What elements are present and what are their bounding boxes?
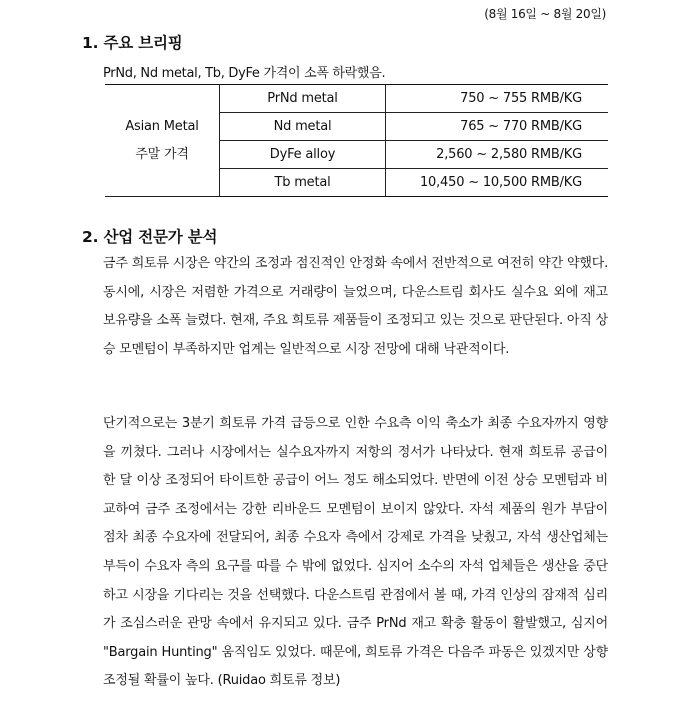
product-price: 10,450 ~ 10,500 RMB/KG	[386, 169, 609, 197]
analysis-paragraph-2: 단기적으로는 3분기 희토류 가격 급등으로 인한 수요측 이익 축소가 최종 수요자까지 영향을 끼쳤다. 그러나 시장에서는 실수요자까지 저항의 정서가 나타났다. 현재 희토류 공급이 한 달 이상 조정되어 타이트한 공급이 어느 정도 해소되었다. 반면에 이전 상승 모멘텀과 비교하여 금주 조정에서는 강한 리바운드 모멘텀이 보이지 않았다. 자석 제품의 원가 부담이 점차 최종 수요자에 전달되어, 최종 수요자 측에서 강제로 가격을 낮췄고, 자석 생산업체는 부득이 수요자 측의 요구를 따를 수 밖에 없었다. 심지어 소수의 자석 업체들은 생산을 중단하고 시장을 기다리는 것을 선택했다. 다운스트림 관점에서 볼 때, 가격 인상의 잠재적 심리가 조심스러운 관망 속에서 유지되고 있다. 금주 PrNd 재고 확충 활동이 활발했고, 심지어 "Bargain Hunting" 움직임도 있었다. 때문에, 희토류 가격은 다음주 파동은 있겠지만 상향 조정될 확률이 높다. (Ruidao 희토류 정보)	[103, 416, 608, 689]
product-name: PrNd metal	[220, 85, 386, 113]
product-name: Tb metal	[220, 169, 386, 197]
section-heading-briefing: 1. 주요 브리핑	[82, 34, 183, 52]
product-name: DyFe alloy	[220, 141, 386, 169]
product-price: 750 ~ 755 RMB/KG	[386, 85, 609, 113]
product-price: 2,560 ~ 2,580 RMB/KG	[386, 141, 609, 169]
price-source-type: 주말 가격	[135, 146, 189, 162]
section-heading-analysis: 2. 산업 전문가 분석	[82, 228, 218, 246]
analysis-paragraph-1: 금주 희토류 시장은 약간의 조정과 점진적인 안정화 속에서 전반적으로 여전히 약간 약했다. 동시에, 시장은 저렴한 가격으로 거래량이 늘었으며, 다운스트림 회사도 실수요 외에 재고 보유량을 소폭 늘렸다. 현재, 주요 희토류 제품들이 조정되고 있는 것으로 판단된다. 아직 상승 모멘텀이 부족하지만 업계는 일반적으로 시장 전망에 대해 낙관적이다.	[103, 256, 608, 357]
product-price: 765 ~ 770 RMB/KG	[386, 113, 609, 141]
product-name: Nd metal	[220, 113, 386, 141]
price-table	[105, 84, 608, 197]
price-source-cell	[105, 85, 220, 197]
price-source-name: Asian Metal	[125, 118, 199, 134]
table-row	[105, 85, 608, 113]
briefing-summary: PrNd, Nd metal, Tb, DyFe 가격이 소폭 하락했음.	[103, 66, 386, 81]
report-date-range: (8월 16일 ~ 8월 20일)	[484, 7, 606, 21]
